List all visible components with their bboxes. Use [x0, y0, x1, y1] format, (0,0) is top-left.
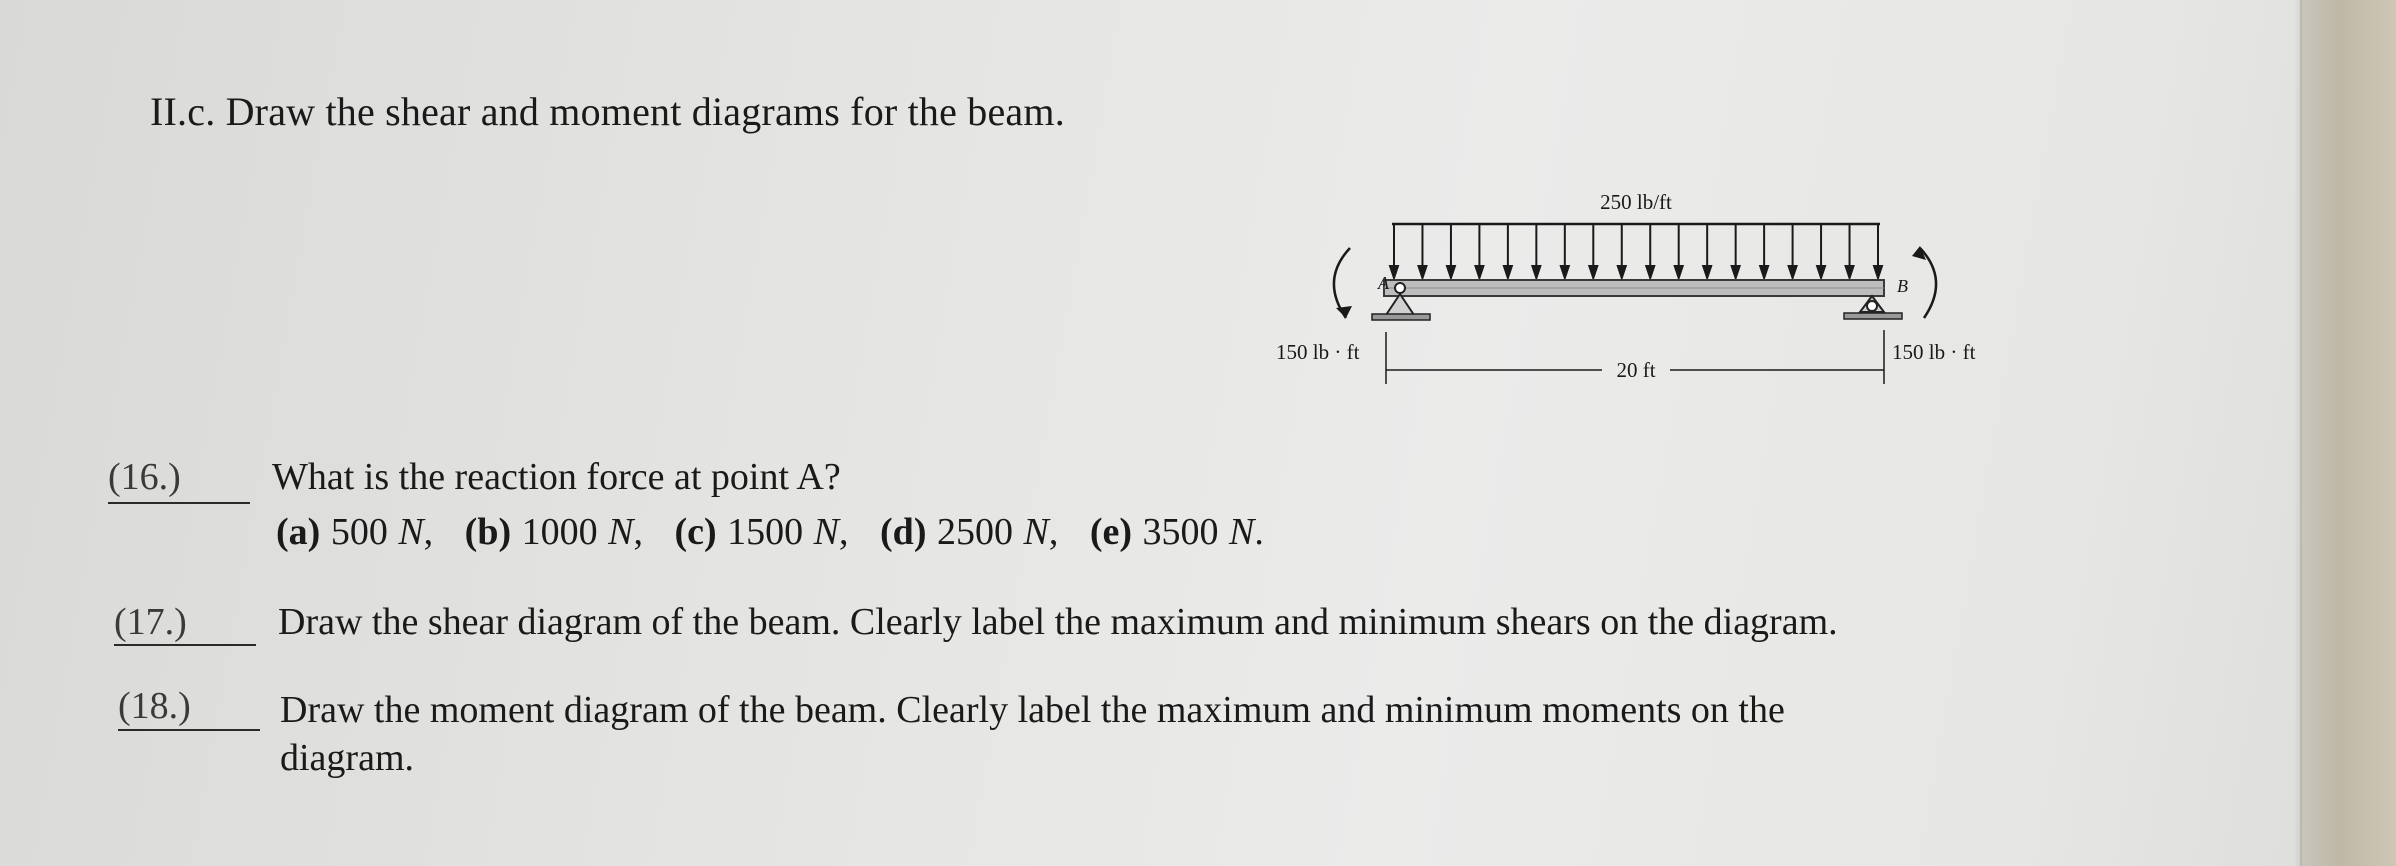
load-arrowhead [1789, 266, 1797, 278]
load-arrowhead [1760, 266, 1768, 278]
load-arrowhead [1874, 266, 1882, 278]
question-17-text: Draw the shear diagram of the beam. Clearly label the maximum and minimum shears on the diagram. [278, 601, 1838, 643]
question-18-text-line2: diagram. [280, 737, 415, 779]
load-arrowhead [1418, 266, 1426, 278]
page-edge-shadow [2294, 0, 2302, 866]
option-e: (e) 3500 N. [1089, 511, 1264, 553]
support-b-label: B [1897, 276, 1908, 296]
page-edge [2300, 0, 2396, 866]
load-arrowhead [1390, 266, 1398, 278]
load-arrowhead [1504, 266, 1512, 278]
load-arrowhead [1589, 266, 1597, 278]
load-arrowhead [1561, 266, 1569, 278]
problem-title: II.c. Draw the shear and moment diagrams for the beam. [150, 89, 1065, 134]
roller-support-b [1844, 296, 1902, 319]
moment-right-label: 150 lb · ft [1892, 340, 1976, 364]
load-arrowhead [1447, 266, 1455, 278]
beam-diagram [1260, 170, 2040, 400]
load-arrowhead [1646, 266, 1654, 278]
question-17-number: (17.) [114, 601, 187, 643]
question-16-answer-line[interactable] [108, 502, 250, 504]
beam-figure [1260, 170, 2040, 400]
load-arrowhead [1675, 266, 1683, 278]
load-arrowhead [1817, 266, 1825, 278]
load-arrowhead [1732, 266, 1740, 278]
load-arrowhead [1703, 266, 1711, 278]
right-moment-arrow [1912, 246, 1936, 318]
load-arrowhead [1475, 266, 1483, 278]
option-c: (c) 1500 N, [674, 511, 849, 553]
option-d: (d) 2500 N, [880, 511, 1059, 553]
question-16-number: (16.) [108, 456, 181, 498]
question-17-answer-line[interactable] [114, 644, 256, 646]
load-label: 250 lb/ft [1600, 190, 1672, 214]
load-arrowhead [1532, 266, 1540, 278]
left-moment-arrow [1334, 248, 1352, 318]
load-arrowhead [1846, 266, 1854, 278]
load-arrowhead [1618, 266, 1626, 278]
question-16-options [276, 510, 1264, 554]
question-18-number: (18.) [118, 685, 191, 727]
span-label: 20 ft [1616, 358, 1656, 382]
question-18-text-line1: Draw the moment diagram of the beam. Clearly label the maximum and minimum moments on the [280, 689, 1785, 731]
question-18-answer-line[interactable] [118, 729, 260, 731]
option-a: (a) 500 N, [276, 511, 434, 553]
support-a-label: A [1378, 273, 1389, 293]
moment-left-label: 150 lb · ft [1276, 340, 1360, 364]
question-16-text: What is the reaction force at point A? [272, 456, 841, 498]
option-b: (b) 1000 N, [464, 511, 643, 553]
distributed-load [1390, 224, 1882, 278]
